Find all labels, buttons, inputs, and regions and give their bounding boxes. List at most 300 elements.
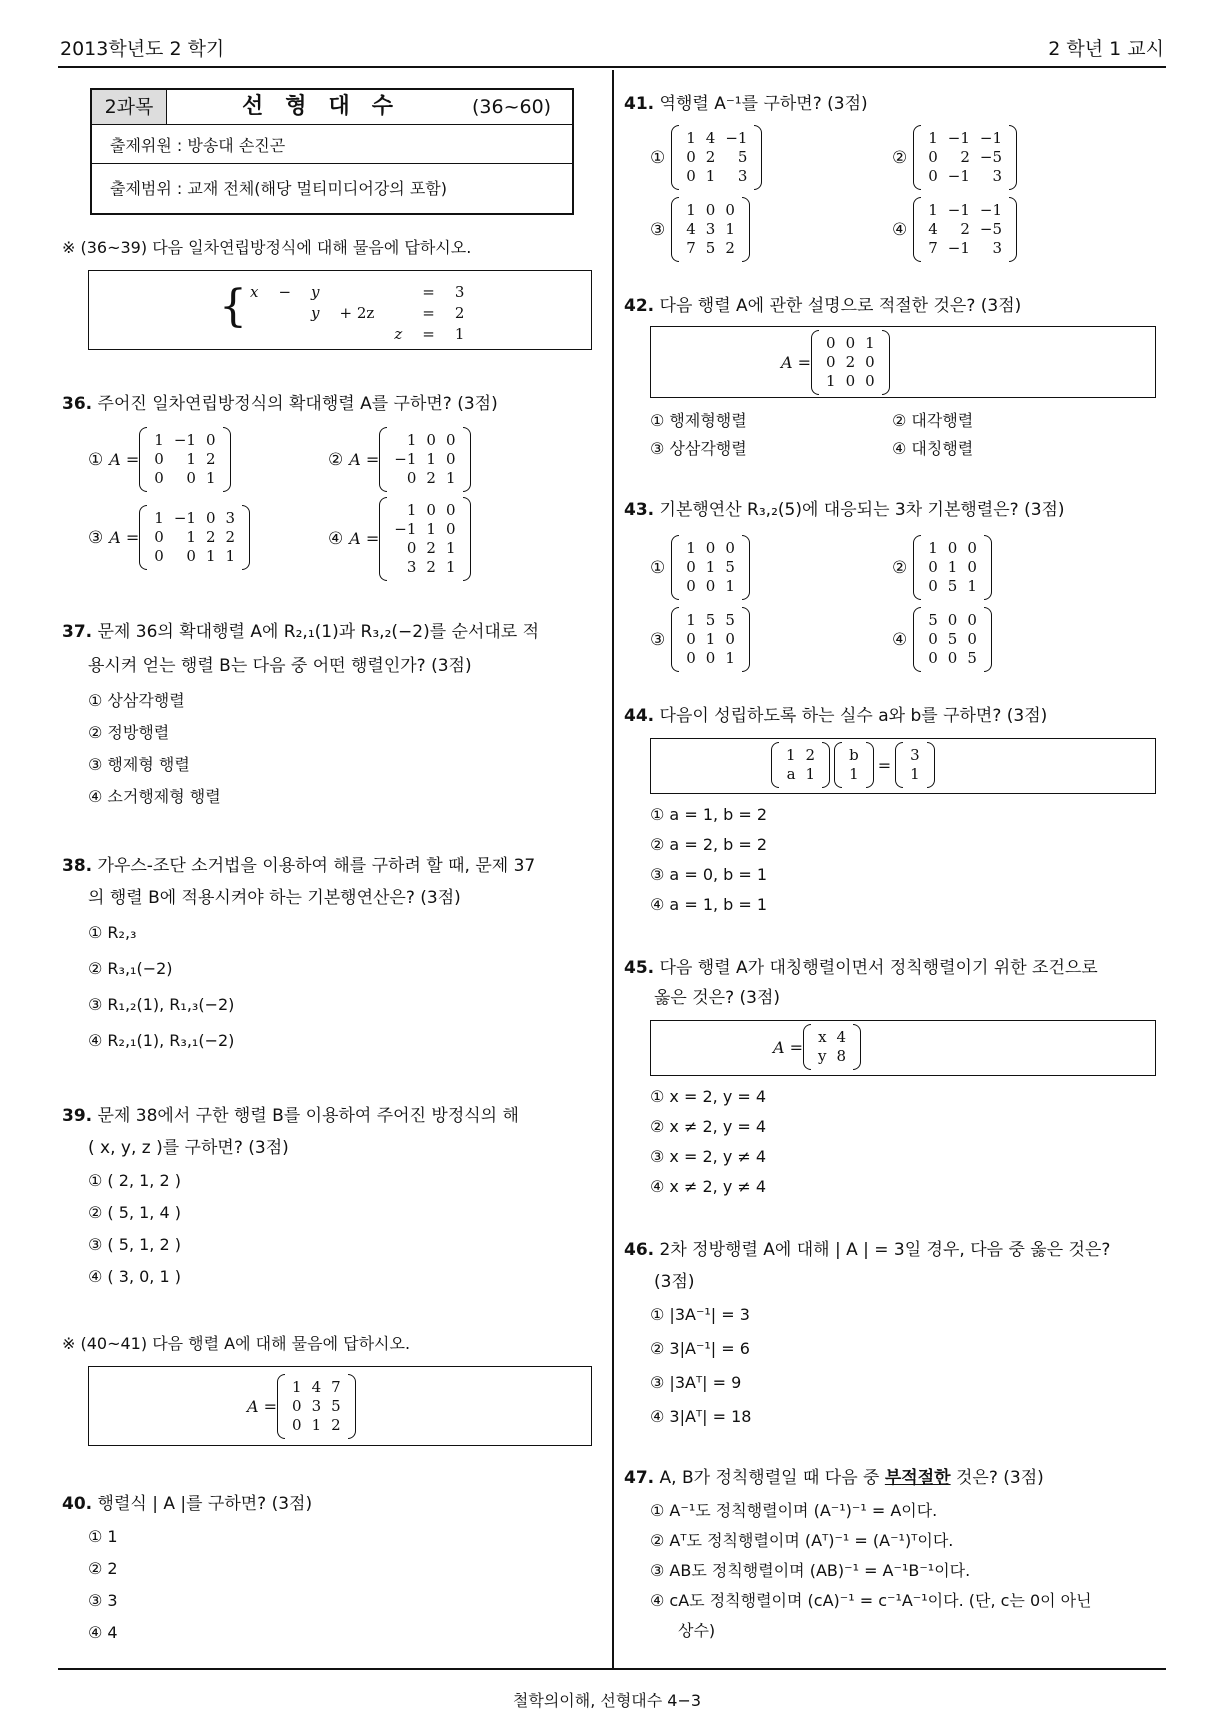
right-bracket xyxy=(866,742,874,788)
option-mark: ④ xyxy=(892,629,908,650)
matrix-cell: 1 xyxy=(705,167,716,185)
matrix-cell: 2 xyxy=(205,528,216,546)
matrix-cell: 0 xyxy=(865,352,875,371)
matrix-cell: 3 xyxy=(992,167,1003,185)
equals-sign: = xyxy=(877,755,892,775)
matrix-cell: 1 xyxy=(292,1377,302,1396)
right-bracket xyxy=(853,1024,861,1070)
q47-emphasis: 부적절한 xyxy=(884,1468,951,1488)
matrix-cell: 1 xyxy=(186,450,196,468)
system-cell xyxy=(269,325,300,344)
system-cell xyxy=(331,283,384,302)
matrix-cell: 0 xyxy=(725,630,735,648)
system-cell xyxy=(331,325,384,344)
matrix-cell: 1 xyxy=(705,558,716,576)
q42-option-1: ① 행제형행렬 xyxy=(650,411,747,430)
q41-matrix-3 xyxy=(671,198,750,261)
matrix-cell: 0 xyxy=(928,577,938,595)
left-bracket xyxy=(913,197,921,262)
matrix-cell: 4 xyxy=(705,129,716,147)
option-mark: ④ xyxy=(328,529,344,549)
q36-option-2 xyxy=(328,428,471,491)
matrix-cell: −1 xyxy=(979,201,1003,219)
matrix-cell: 8 xyxy=(836,1047,847,1065)
q36-matrix-1 xyxy=(139,428,230,491)
matrix-cell: 5 xyxy=(947,577,958,595)
matrix-cell: 0 xyxy=(205,509,216,527)
right-bracket xyxy=(348,1374,356,1439)
q36-option-4 xyxy=(328,498,471,580)
q39-line2: ( x, y, z )를 구하면? (3점) xyxy=(88,1138,289,1158)
q45-option-4: ④ x ≠ 2, y ≠ 4 xyxy=(650,1177,767,1196)
system-cell xyxy=(269,304,300,323)
option-mark: ④ xyxy=(892,219,908,240)
q41-option-3 xyxy=(650,198,750,261)
matrix-cell: 3 xyxy=(992,239,1003,257)
right-bracket xyxy=(742,535,750,600)
matrix-cell: 1 xyxy=(786,746,796,764)
q44-equation-box xyxy=(650,738,1156,794)
q39-option-1: ① ( 2, 1, 2 ) xyxy=(88,1171,181,1190)
left-bracket xyxy=(913,535,921,600)
q47-option-5: 상수) xyxy=(678,1621,716,1640)
matrix-cell: 3 xyxy=(705,220,716,238)
matrix-cell: 1 xyxy=(406,431,417,449)
right-bracket xyxy=(984,607,992,672)
matrix-cell: 5 xyxy=(725,611,735,629)
q46-option-2: ② 3|A⁻¹| = 6 xyxy=(650,1339,750,1358)
matrix-cell: 2 xyxy=(705,148,716,166)
matrix-cell: 1 xyxy=(205,469,216,487)
matrix-label: A = xyxy=(773,1037,804,1057)
q42-text: 42. 다음 행렬 A에 관한 설명으로 적절한 것은? (3점) xyxy=(624,296,1022,316)
matrix-label: A = xyxy=(349,449,380,469)
q41-text: 41. 역행렬 A⁻¹를 구하면? (3점) xyxy=(624,94,868,114)
matrix-cell: 0 xyxy=(686,167,696,185)
matrix-cell: −1 xyxy=(947,167,970,185)
system-cell: z xyxy=(394,325,403,343)
q43-option-2 xyxy=(892,536,992,599)
system-cell: − xyxy=(278,283,292,301)
q46-option-1: ① |3A⁻¹| = 3 xyxy=(650,1305,750,1324)
matrix-cell: 1 xyxy=(445,539,456,557)
exam-period: 2 학년 1 교시 xyxy=(1048,38,1164,60)
q46-option-3: ③ |3Aᵀ| = 9 xyxy=(650,1373,742,1392)
q44-option-2: ② a = 2, b = 2 xyxy=(650,835,768,854)
matrix-cell: 0 xyxy=(445,501,456,519)
matrix-cell: 1 xyxy=(849,765,859,783)
matrix-label: A = xyxy=(247,1396,278,1416)
system-box xyxy=(88,270,592,350)
option-mark: ③ xyxy=(650,219,666,240)
q44-text: 44. 다음이 성립하도록 하는 실수 a와 b를 구하면? (3점) xyxy=(624,706,1048,726)
subject-range: (36~60) xyxy=(472,96,552,118)
q46-option-4: ④ 3|Aᵀ| = 18 xyxy=(650,1407,752,1426)
matrix-cell: 0 xyxy=(686,577,696,595)
matrix-cell: 2 xyxy=(426,539,436,557)
matrix-cell: 0 xyxy=(865,371,875,390)
q47-option-4: ④ cA도 정칙행렬이며 (cA)⁻¹ = c⁻¹A⁻¹이다. (단, c는 0이 아닌 xyxy=(650,1591,1092,1610)
q44-matrix-1 xyxy=(771,743,830,787)
matrix-cell: 0 xyxy=(205,431,216,449)
q39-option-3: ③ ( 5, 1, 2 ) xyxy=(88,1235,181,1254)
matrix-cell: 0 xyxy=(445,431,456,449)
q45-line1: 45. 다음 행렬 A가 대칭행렬이면서 정칙행렬이기 위한 조건으로 xyxy=(624,958,1098,978)
matrix-cell: 0 xyxy=(686,649,696,667)
q45-option-2: ② x ≠ 2, y = 4 xyxy=(650,1117,767,1136)
matrix-cell: 4 xyxy=(928,220,938,238)
q40-option-2: ② 2 xyxy=(88,1559,118,1578)
matrix-cell: 5 xyxy=(705,611,716,629)
matrix-cell: 0 xyxy=(928,649,938,667)
matrix-cell: −1 xyxy=(979,129,1003,147)
matrix-cell: 5 xyxy=(737,148,748,166)
matrix-cell: 1 xyxy=(154,509,164,527)
matrix-cell: 1 xyxy=(311,1415,322,1434)
matrix-cell: 0 xyxy=(928,148,938,166)
right-bracket xyxy=(242,505,250,570)
matrix-label: A = xyxy=(109,449,140,469)
option-mark: ③ xyxy=(650,629,666,650)
system-cell: 2 xyxy=(454,304,465,322)
matrix-cell: 4 xyxy=(836,1028,847,1046)
matrix-cell: 0 xyxy=(686,558,696,576)
left-bracket xyxy=(671,607,679,672)
matrix-cell: 2 xyxy=(426,558,436,576)
system-cell xyxy=(241,325,267,344)
instruction-40-41: ※ (40~41) 다음 행렬 A에 대해 물음에 답하시오. xyxy=(62,1334,411,1353)
subject-tag: 2과목 xyxy=(92,90,167,124)
option-mark: ① xyxy=(650,147,666,168)
q43-matrix-4 xyxy=(913,608,992,671)
q43-option-1 xyxy=(650,536,750,599)
matrix-cell: 0 xyxy=(967,558,977,576)
matrix-cell: 1 xyxy=(947,558,958,576)
option-mark: ② xyxy=(892,147,908,168)
matrix-cell: −1 xyxy=(947,129,970,147)
matrix-cell: 1 xyxy=(910,765,920,783)
q40-option-4: ④ 4 xyxy=(88,1623,118,1642)
system-cell: = xyxy=(422,304,435,322)
matrix-cell: 0 xyxy=(928,167,938,185)
q40-option-3: ③ 3 xyxy=(88,1591,118,1610)
system-cell: y xyxy=(311,283,320,301)
matrix-cell: −5 xyxy=(979,220,1003,238)
matrix-cell: 0 xyxy=(406,469,417,487)
matrix-cell: 5 xyxy=(967,649,977,667)
matrix-cell: x xyxy=(818,1028,827,1046)
linear-system xyxy=(239,281,475,346)
matrix-cell: 1 xyxy=(445,558,456,576)
q47-option-2: ② Aᵀ도 정칙행렬이며 (Aᵀ)⁻¹ = (A⁻¹)ᵀ이다. xyxy=(650,1531,954,1550)
matrix-cell: 4 xyxy=(311,1377,322,1396)
matrix-cell: 1 xyxy=(154,431,164,449)
matrix-cell: 1 xyxy=(686,129,696,147)
q43-matrix-3 xyxy=(671,608,750,671)
matrix-cell: 1 xyxy=(426,520,436,538)
matrix-cell: 0 xyxy=(292,1415,302,1434)
matrix-cell: 0 xyxy=(705,201,716,219)
matrix-cell: 1 xyxy=(928,201,938,219)
matrix-cell: 3 xyxy=(311,1396,322,1415)
matrix-cell: a xyxy=(786,765,796,783)
matrix-cell: 1 xyxy=(205,547,216,565)
q45-option-3: ③ x = 2, y ≠ 4 xyxy=(650,1147,767,1166)
matrix-cell: 1 xyxy=(426,450,436,468)
matrix-cell: 0 xyxy=(705,577,716,595)
q44-matrix-2 xyxy=(834,743,874,787)
matrix-cell: 0 xyxy=(967,539,977,557)
matrix-cell: 1 xyxy=(725,220,735,238)
q40-option-1: ① 1 xyxy=(88,1527,118,1546)
right-bracket xyxy=(822,742,830,788)
matrix-cell: 0 xyxy=(406,539,417,557)
system-cell: x xyxy=(250,283,259,301)
right-bracket xyxy=(223,427,231,492)
matrix-cell: 1 xyxy=(865,333,875,352)
matrix-cell: 2 xyxy=(225,528,236,546)
q42-option-3: ③ 상삼각행렬 xyxy=(650,439,747,458)
matrix-cell: 0 xyxy=(826,333,836,352)
system-cell xyxy=(241,304,267,323)
option-mark: ② xyxy=(892,557,908,578)
q44-option-4: ④ a = 1, b = 1 xyxy=(650,895,768,914)
right-bracket xyxy=(742,197,750,262)
system-cell: 3 xyxy=(454,283,465,301)
q44-option-1: ① a = 1, b = 2 xyxy=(650,805,768,824)
left-bracket xyxy=(379,427,387,492)
q44-option-3: ③ a = 0, b = 1 xyxy=(650,865,768,884)
matrix-cell: −1 xyxy=(394,450,417,468)
exam-term: 2013학년도 2 학기 xyxy=(60,38,225,60)
matrix-cell: 1 xyxy=(445,469,456,487)
q45-option-1: ① x = 2, y = 4 xyxy=(650,1087,767,1106)
matrix-cell: 2 xyxy=(845,352,856,371)
left-bracket xyxy=(771,742,779,788)
matrix-cell: 5 xyxy=(725,558,735,576)
q38-option-2: ② R₃,₁(−2) xyxy=(88,959,173,978)
q43-matrix-1 xyxy=(671,536,750,599)
matrix-cell: 0 xyxy=(826,352,836,371)
top-rule xyxy=(58,66,1166,68)
matrix-cell: 0 xyxy=(292,1396,302,1415)
matrix-cell: 0 xyxy=(445,520,456,538)
q41-option-1 xyxy=(650,126,762,189)
matrix-cell: 1 xyxy=(705,630,716,648)
matrix-cell: 1 xyxy=(928,539,938,557)
matrix-label: A = xyxy=(781,352,812,372)
matrix-cell: 0 xyxy=(426,501,436,519)
q36-matrix-2 xyxy=(379,428,470,491)
right-bracket xyxy=(1009,197,1017,262)
matrix-cell: 1 xyxy=(186,528,196,546)
matrix-cell: 1 xyxy=(686,611,696,629)
right-bracket xyxy=(927,742,935,788)
left-bracket xyxy=(379,497,387,581)
option-mark: ① xyxy=(650,557,666,578)
matrix-cell: −1 xyxy=(394,520,417,538)
matrix-cell: 0 xyxy=(426,431,436,449)
system-cell: y xyxy=(311,304,320,322)
matrix-cell: 2 xyxy=(960,220,970,238)
option-mark: ③ xyxy=(88,527,104,548)
matrix-cell: 0 xyxy=(947,611,958,629)
column-divider xyxy=(612,70,614,1668)
matrix-cell: 0 xyxy=(928,558,938,576)
left-bracket xyxy=(671,197,679,262)
matrix-cell: 0 xyxy=(186,547,196,565)
left-bracket xyxy=(671,535,679,600)
instruction-36-39: ※ (36~39) 다음 일차연립방정식에 대해 물음에 답하시오. xyxy=(62,238,472,257)
matrix-cell: 2 xyxy=(960,148,970,166)
matrix-a-box xyxy=(88,1366,592,1446)
q45-matrix xyxy=(803,1025,861,1069)
matrix-cell: y xyxy=(818,1047,827,1065)
matrix-cell: 1 xyxy=(928,129,938,147)
matrix-cell: 0 xyxy=(705,539,716,557)
matrix-cell: b xyxy=(849,746,859,764)
q43-option-3 xyxy=(650,608,750,671)
matrix-cell: 5 xyxy=(928,611,938,629)
q39-line1: 39. 문제 38에서 구한 행렬 B를 이용하여 주어진 방정식의 해 xyxy=(62,1106,519,1126)
matrix-cell: 2 xyxy=(725,239,735,257)
system-cell: 1 xyxy=(454,325,465,343)
q42-option-4: ④ 대칭행렬 xyxy=(892,439,974,458)
q37-option-3: ③ 행제형 행렬 xyxy=(88,755,190,774)
q42-matrix xyxy=(811,331,890,394)
q38-option-4: ④ R₂,₁(1), R₃,₁(−2) xyxy=(88,1031,235,1050)
matrix-cell: 0 xyxy=(686,148,696,166)
system-cell: = xyxy=(422,325,435,343)
matrix-cell: 0 xyxy=(725,201,735,219)
q37-option-2: ② 정방행렬 xyxy=(88,723,170,742)
q46-line2: (3점) xyxy=(654,1272,695,1292)
left-bracket xyxy=(895,742,903,788)
subject-box xyxy=(90,88,574,215)
q41-matrix-4 xyxy=(913,198,1017,261)
right-bracket xyxy=(463,497,471,581)
left-bracket xyxy=(277,1374,285,1439)
system-cell xyxy=(385,283,411,302)
q40-text: 40. 행렬식 | A |를 구하면? (3점) xyxy=(62,1494,313,1514)
q36-matrix-3 xyxy=(139,506,250,569)
q38-line2: 의 행렬 B에 적용시켜야 하는 기본행연산은? (3점) xyxy=(88,888,461,908)
matrix-cell: 0 xyxy=(845,333,856,352)
matrix-cell: 0 xyxy=(845,371,856,390)
matrix-cell: 4 xyxy=(686,220,696,238)
matrix-cell: −1 xyxy=(725,129,748,147)
q37-line2: 용시켜 얻는 행렬 B는 다음 중 어떤 행렬인가? (3점) xyxy=(88,656,472,676)
q42-matrix-box xyxy=(650,326,1156,398)
right-bracket xyxy=(1009,125,1017,190)
option-mark: ① xyxy=(88,449,104,470)
matrix-cell: −1 xyxy=(173,431,196,449)
q45-line2: 옳은 것은? (3점) xyxy=(654,988,781,1008)
q41-option-4 xyxy=(892,198,1017,261)
matrix-cell: 3 xyxy=(910,746,920,764)
matrix-cell: 1 xyxy=(686,201,696,219)
matrix-cell: 3 xyxy=(737,167,748,185)
q41-matrix-2 xyxy=(913,126,1017,189)
left-bracket xyxy=(139,427,147,492)
matrix-label: A = xyxy=(349,529,380,548)
matrix-cell: 7 xyxy=(331,1377,341,1396)
bottom-rule xyxy=(58,1668,1166,1670)
q43-text: 43. 기본행연산 R₃,₂(5)에 대응되는 3차 기본행렬은? (3점) xyxy=(624,500,1065,520)
matrix-cell: 2 xyxy=(426,469,436,487)
left-bracket xyxy=(913,607,921,672)
subject-scope: 출제범위 : 교재 전체(해당 멀티미디어강의 포함) xyxy=(110,179,447,198)
q41-matrix-1 xyxy=(671,126,762,189)
matrix-cell: 5 xyxy=(947,630,958,648)
q37-line1: 37. 문제 36의 확대행렬 A에 R₂,₁(1)과 R₃,₂(−2)를 순서대로 적 xyxy=(62,622,540,642)
q39-option-2: ② ( 5, 1, 4 ) xyxy=(88,1203,181,1222)
matrix-cell: −1 xyxy=(173,509,196,527)
matrix-label: A = xyxy=(109,527,140,547)
subject-author: 출제위원 : 방송대 손진곤 xyxy=(110,136,286,155)
matrix-cell: 0 xyxy=(947,539,958,557)
system-cell xyxy=(385,304,411,323)
matrix-cell: 7 xyxy=(928,239,938,257)
matrix-cell: 2 xyxy=(205,450,216,468)
q41-option-2 xyxy=(892,126,1017,189)
matrix-cell: 0 xyxy=(725,539,735,557)
matrix-cell: −5 xyxy=(979,148,1003,166)
right-bracket xyxy=(754,125,762,190)
q38-line1: 38. 가우스-조단 소거법을 이용하여 해를 구하려 할 때, 문제 37 xyxy=(62,856,536,876)
matrix-cell: 0 xyxy=(705,649,716,667)
right-bracket xyxy=(463,427,471,492)
q38-option-3: ③ R₁,₂(1), R₁,₃(−2) xyxy=(88,995,235,1014)
matrix-a xyxy=(277,1375,356,1438)
matrix-cell: 0 xyxy=(154,547,164,565)
system-cell: = xyxy=(422,283,435,301)
left-bracket xyxy=(139,505,147,570)
q38-option-1: ① R₂,₃ xyxy=(88,923,137,942)
matrix-cell: 0 xyxy=(967,630,977,648)
q37-option-1: ① 상삼각행렬 xyxy=(88,691,185,710)
q44-matrix-3 xyxy=(895,743,935,787)
matrix-cell: 1 xyxy=(686,539,696,557)
right-bracket xyxy=(742,607,750,672)
matrix-cell: 5 xyxy=(705,239,716,257)
system-cell xyxy=(302,325,328,344)
matrix-cell: 1 xyxy=(967,577,977,595)
q47-option-1: ① A⁻¹도 정칙행렬이며 (A⁻¹)⁻¹ = A이다. xyxy=(650,1501,938,1520)
matrix-cell: 0 xyxy=(686,630,696,648)
left-bracket xyxy=(803,1024,811,1070)
q36-option-3 xyxy=(88,506,250,569)
matrix-cell: 3 xyxy=(406,558,417,576)
q47-text: 47. A, B가 정칙행렬일 때 다음 중 부적절한 것은? (3점) xyxy=(624,1468,1044,1488)
matrix-cell: 0 xyxy=(967,611,977,629)
matrix-cell: 5 xyxy=(331,1396,341,1415)
right-bracket xyxy=(984,535,992,600)
q36-text: 36. 주어진 일차연립방정식의 확대행렬 A를 구하면? (3점) xyxy=(62,394,498,414)
q47-option-3: ③ AB도 정칙행렬이며 (AB)⁻¹ = A⁻¹B⁻¹이다. xyxy=(650,1561,971,1580)
q46-line1: 46. 2차 정방행렬 A에 대해 | A | = 3일 경우, 다음 중 옳은 것은? xyxy=(624,1240,1111,1260)
matrix-cell: 1 xyxy=(725,649,735,667)
left-bracket xyxy=(834,742,842,788)
option-mark: ② xyxy=(328,449,344,470)
q42-option-2: ② 대각행렬 xyxy=(892,411,974,430)
matrix-cell: 0 xyxy=(154,528,164,546)
left-bracket xyxy=(671,125,679,190)
left-brace: { xyxy=(219,281,247,332)
matrix-cell: 2 xyxy=(331,1415,341,1434)
matrix-cell: 1 xyxy=(225,547,236,565)
matrix-cell: −1 xyxy=(947,239,970,257)
